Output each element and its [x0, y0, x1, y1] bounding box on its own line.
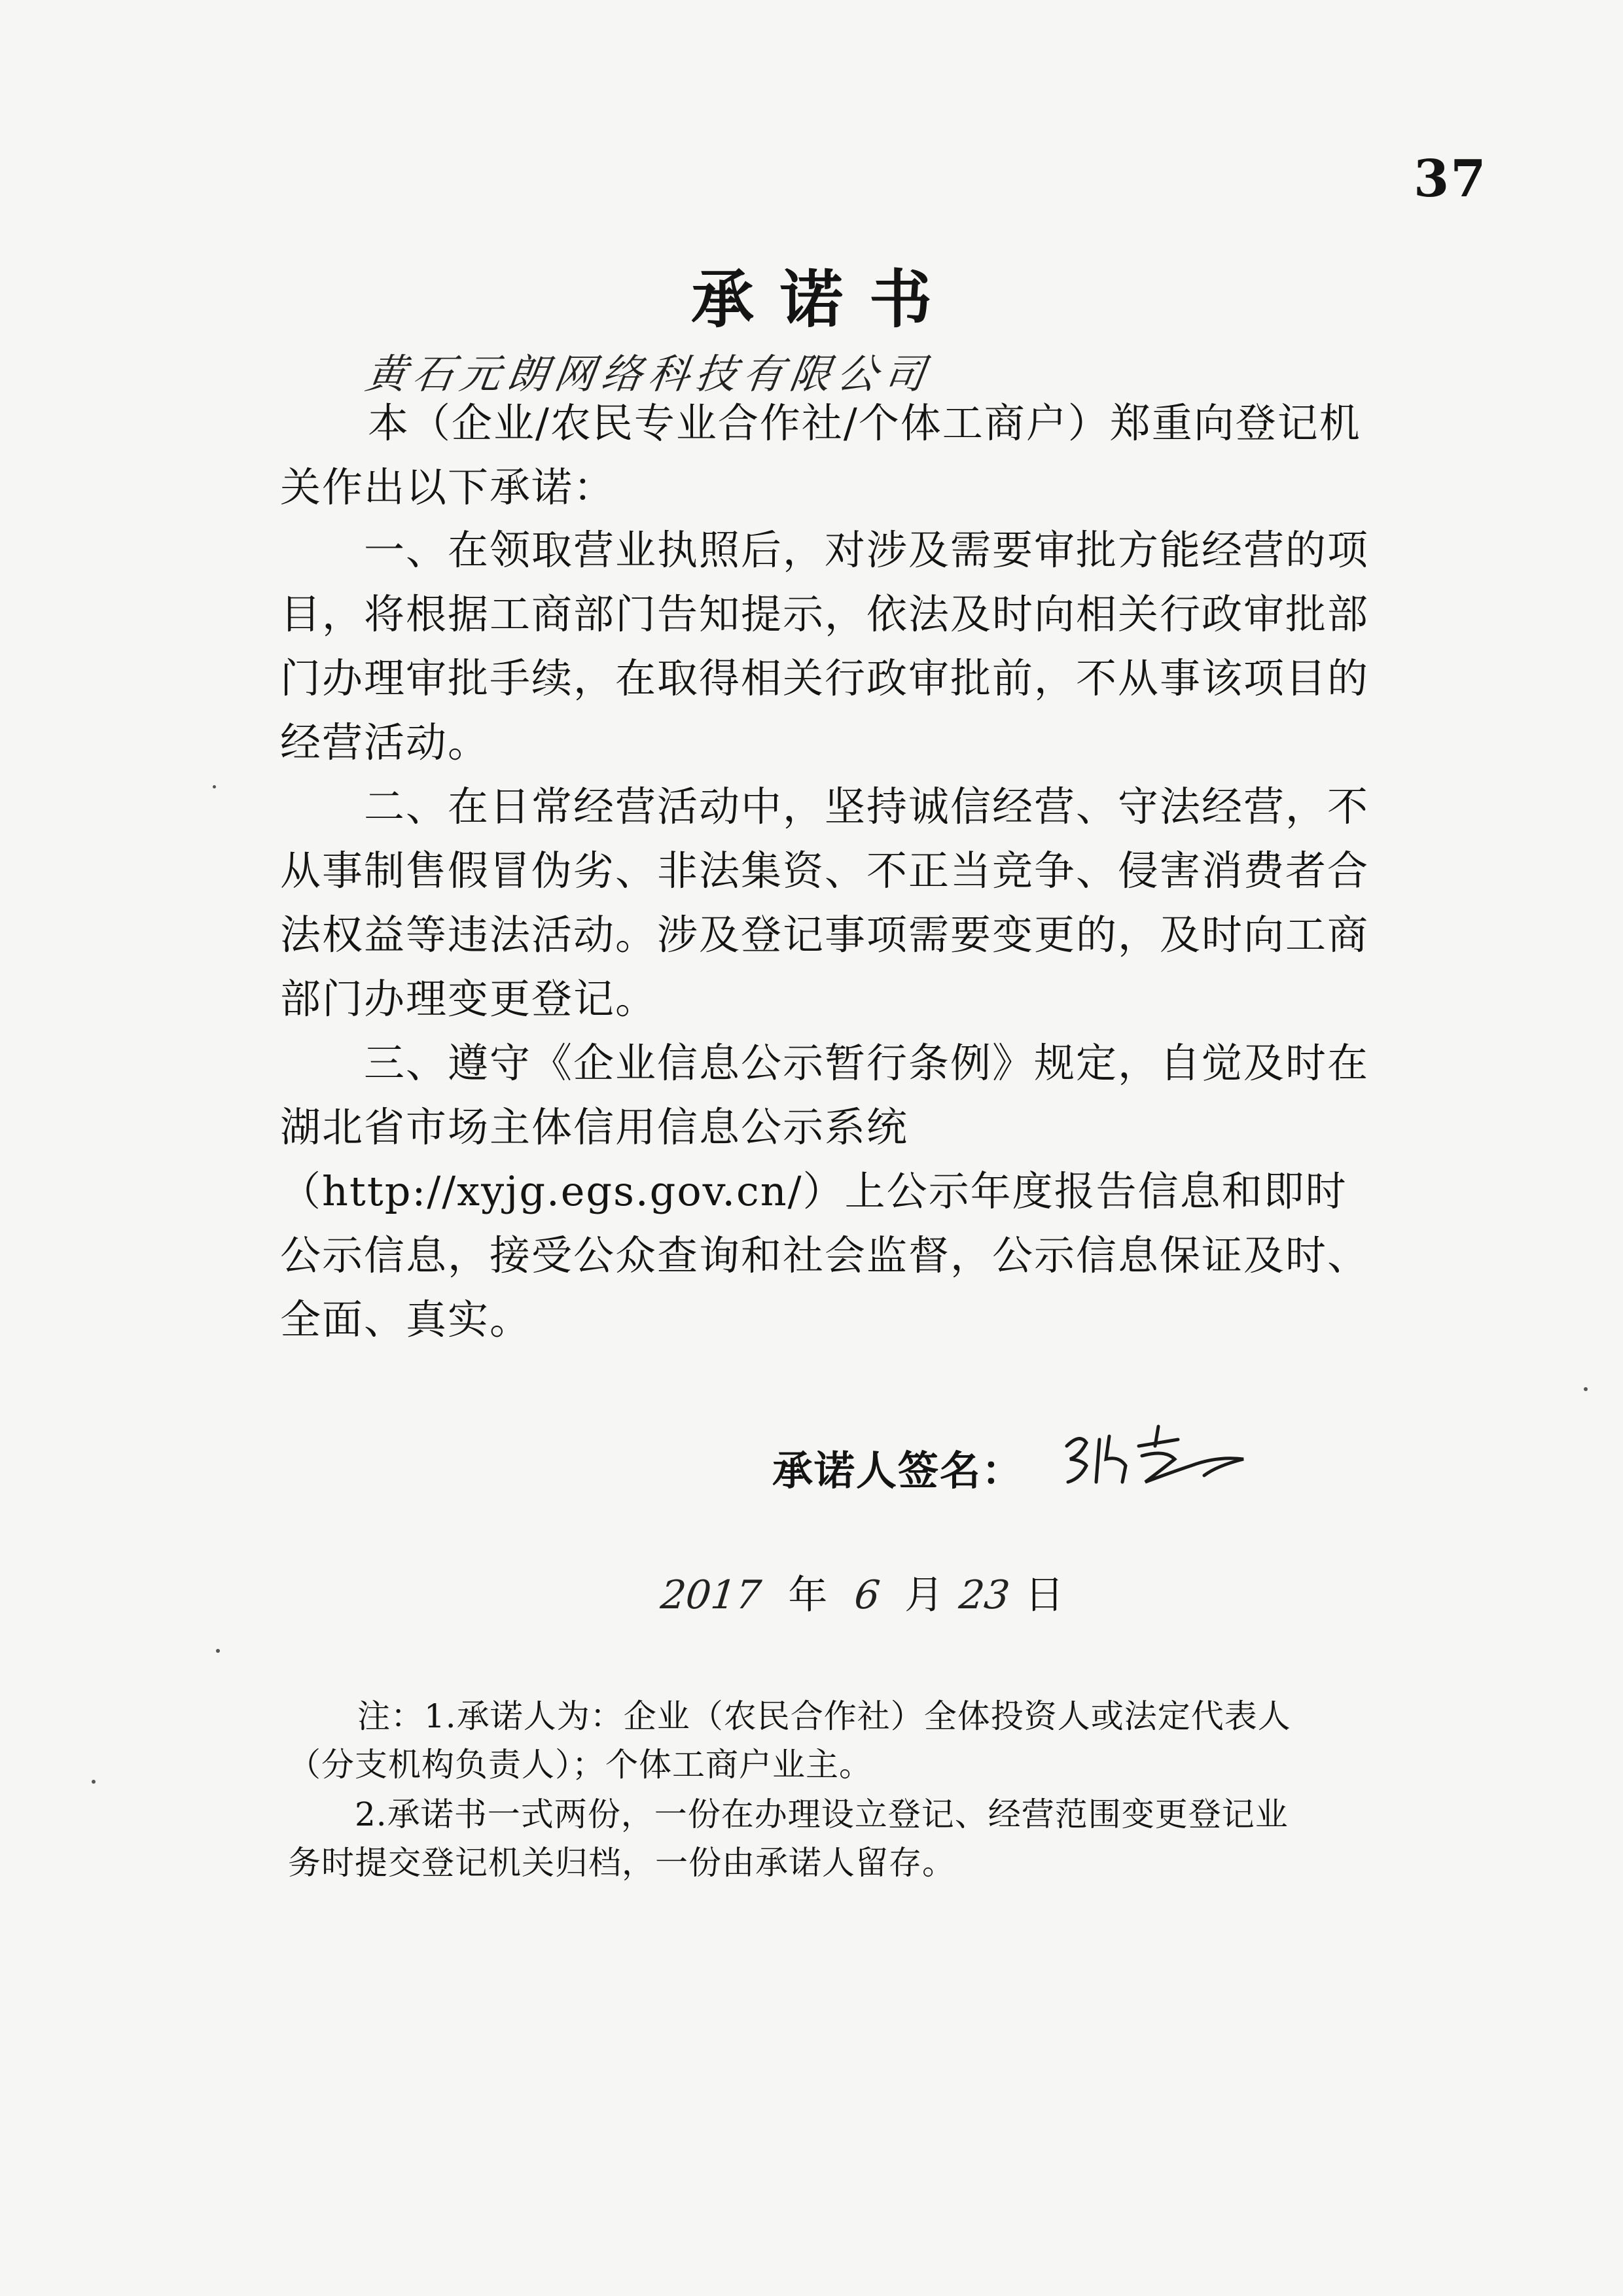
body-line: 关作出以下承诺： [280, 463, 616, 511]
date-day-unit: 日 [1024, 1572, 1064, 1618]
body-line: 二、在日常经营活动中，坚持诚信经营、守法经营，不 [280, 783, 1370, 830]
body-line: 公示信息，接受公众查询和社会监督，公示信息保证及时、 [280, 1231, 1370, 1279]
date-year-unit: 年 [788, 1572, 828, 1618]
body-line: 目，将根据工商部门告知提示，依法及时向相关行政审批部 [280, 590, 1370, 638]
body-line: 从事制售假冒伪劣、非法集资、不正当竞争、侵害消费者合 [280, 847, 1370, 894]
body-line: 一、在领取营业执照后，对涉及需要审批方能经营的项 [280, 526, 1370, 574]
note-line: 务时提交登记机关归档，一份由承诺人留存。 [288, 1844, 955, 1882]
page-number: 37 [1414, 149, 1488, 209]
body-line: 全面、真实。 [280, 1296, 532, 1343]
date-line [658, 1564, 1064, 1620]
body-line: 经营活动。 [280, 718, 490, 766]
body-line: 三、遵守《企业信息公示暂行条例》规定，自觉及时在 [280, 1039, 1370, 1087]
company-name-handwritten: 黄石元朗网络科技有限公司 [363, 350, 935, 398]
note-line: 注：1.承诺人为：企业（农民合作社）全体投资人或法定代表人 [357, 1697, 1291, 1735]
document-title: 承诺书 [691, 262, 958, 336]
body-line: 部门办理变更登记。 [280, 975, 658, 1023]
scan-speck [213, 785, 216, 788]
date-month: 6 [852, 1572, 883, 1618]
scan-speck [1584, 1387, 1588, 1391]
scan-speck [216, 1649, 220, 1653]
body-line: 法权益等违法活动。涉及登记事项需要变更的，及时向工商 [280, 911, 1370, 959]
date-day: 23 [957, 1572, 1012, 1618]
body-line: 湖北省市场主体信用信息公示系统 [280, 1103, 909, 1151]
body-line: 门办理审批手续，在取得相关行政审批前，不从事该项目的 [280, 654, 1370, 702]
scan-speck [92, 1780, 96, 1784]
handwritten-signature [1060, 1420, 1250, 1492]
date-year: 2017 [658, 1572, 764, 1618]
signature-label: 承诺人签名： [772, 1447, 1024, 1494]
body-line: （http://xyjg.egs.gov.cn/）上公示年度报告信息和即时 [280, 1167, 1347, 1215]
body-line: 本（企业/农民专业合作社/个体工商户）郑重向登记机 [368, 399, 1361, 447]
note-line: 2.承诺书一式两份，一份在办理设立登记、经营范围变更登记业 [288, 1795, 1289, 1833]
note-line: （分支机构负责人）；个体工商户业主。 [288, 1746, 872, 1784]
date-month-unit: 月 [904, 1572, 944, 1618]
